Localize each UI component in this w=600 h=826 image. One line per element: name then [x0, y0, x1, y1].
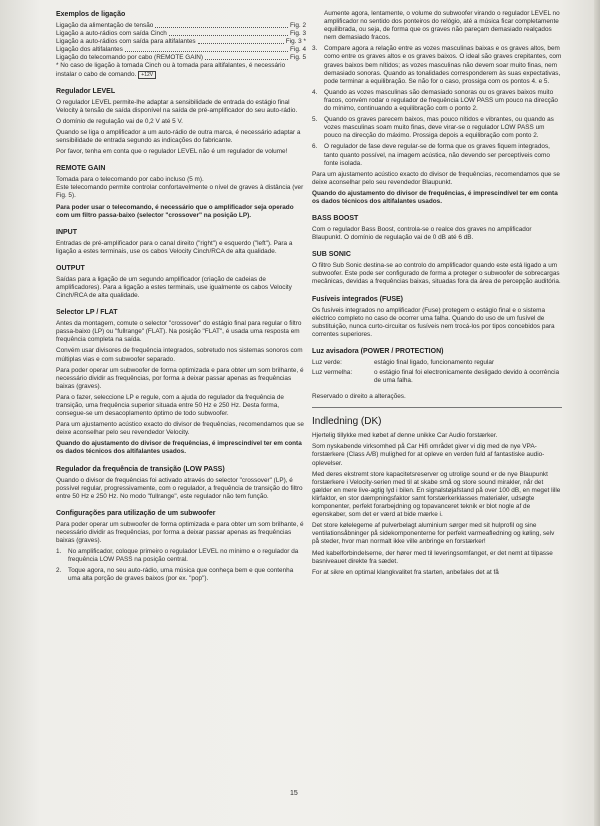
toc-fig: Fig. 3 * — [285, 38, 306, 46]
ligacao-note-text: * No caso de ligação à tomada Cinch ou à tomada para altifalantes, é necessário instalar o cabo de comando. — [56, 62, 286, 78]
list-text: Quando as vozes masculinas são demasiado sonoras ou os graves baixos muito fracos, convém rodar o regulador de frequência LOW PASS um pouco na direcção do mínimo, continuando a equilibração com o ponto 2. — [324, 88, 558, 113]
led-value: estágio final ligado, funcionamento regular — [374, 358, 495, 366]
list-item — [312, 143, 562, 167]
led-value: o estágio final foi electronicamente desligado devido à ocorrência de uma falha. — [374, 369, 560, 385]
dk-p1: Hjertelig tillykke med købet af denne unikke Car Audio forstærker. — [312, 432, 498, 440]
selector-p6: Quando do ajustamento do divisor de frequências, é imprescindível ter em conta os dados técnicos dos altifalantes usados. — [56, 440, 302, 456]
list-item — [312, 89, 562, 113]
toc-fig: Fig. 2 — [290, 22, 306, 29]
list-number: 5. — [312, 116, 318, 124]
heading-lowpass: Regulador da frequência de transição (LOW PASS) — [56, 465, 225, 473]
section-level — [56, 87, 306, 157]
list-number: 4. — [312, 88, 318, 96]
section-input — [56, 228, 306, 256]
selector-p3: Para poder operar um subwoofer de forma optimizada e para obter um som brilhante, é necessário dividir as frequências, por forma a deixar passar apenas as frequências baixas (graves). — [56, 366, 304, 390]
heading-selector: Selector LP / FLAT — [56, 309, 118, 317]
heading-dk: Indledning (DK) — [312, 416, 382, 428]
list-item — [312, 45, 562, 85]
heading-remote: REMOTE GAIN — [56, 165, 106, 173]
toc-dots — [155, 22, 288, 28]
level-p2: O domínio de regulação vai de 0,2 V até 5 V. — [56, 117, 183, 125]
heading-input: INPUT — [56, 228, 77, 236]
dk-p3: Med deres ekstremt store kapacitetsreserver og utrolige sound er de nye Blaupunkt forstærkere i Velocity-serien med til at skabe små og store sound mirakler, når det gælder en mere live-agtig lyd i bilen. En signalstøjafstand på over 100 dB, en meget lille klirfaktor, en stor dæmpningsfaktor samt forstærkerklasses materialer, udsøgte komponenter, perfekt forarbejdning og topavanceret teknik er blot nogle af de egenskaber, som det er værd at bide mærke i. — [312, 470, 561, 519]
selector-p5: Para um ajustamento acústico exacto do divisor de frequências, recomendamos que se deixe aconselhar pelo seu revendedor Velocity. — [56, 421, 304, 437]
ligacao-note — [56, 62, 306, 78]
heading-led: Luz avisadora (POWER / PROTECTION) — [312, 347, 444, 355]
list-text: Quando os graves parecem baixos, mas pouco nítidos e vibrantes, ou quando as vozes masculinas soam muito finas, deve virar-se o regulador LOW PASS um pouco na direcção do máximo. Prossiga depois a equilibração com ponto 2. — [324, 116, 554, 140]
toc-dots — [205, 54, 288, 60]
list-text: Compare agora a relação entre as vozes masculinas baixas e os graves altos, bem como entre os graves altos e os graves baixos. O ideal são graves crepitantes, com graves baixos bem nítidos; as vozes masculinas não devem soar muito finas, nem demasiado sonoras. Quando as tonalidades corresponderem às suas expectativas, pode terminar a equilibração. Se não for o caso, prossiga com os pontos 4. e 5. — [324, 45, 562, 85]
section-lowpass — [56, 465, 306, 501]
sub-p1: O filtro Sub Sonic destina-se ao controlo do amplificador quando este está ligado a um subwoofer. Este pode ser configurado de forma a proteger o subwoofer de sobrecargas mecânicas, devidas a frequências baixas, situadas fora da área de percepção auditória. — [312, 262, 561, 286]
remote-cable-icon: +12V — [138, 71, 156, 79]
toc-fig: Fig. 3 — [290, 30, 306, 38]
section-ligacao — [56, 10, 306, 79]
section-config — [56, 509, 306, 584]
heading-config: Configurações para utilização de um subwoofer — [56, 509, 216, 517]
toc-row — [56, 38, 306, 46]
lowpass-p1: Quando o divisor de frequências foi activado através do selector "crossover" (LP), é possível regular, progressivamente, com o regulador, a frequência de transição do filtro entre 50 Hz e 250 Hz. No modo "fullrange", este regulador não tem função. — [56, 476, 303, 500]
section-selector — [56, 308, 306, 456]
led-row — [312, 369, 562, 385]
output-p1: Saídas para a ligação de um segundo amplificador (criação de cadeias de amplificadores). Para a ligação a estes terminais, use igualmente os cabos Velocity Cinch/RCA de alta qualidade. — [56, 275, 292, 300]
heading-output: OUTPUT — [56, 264, 85, 272]
config-p1: Para poder operar um subwoofer de forma optimizada e para obter um som brilhante, é necessário dividir as frequências, por forma a deixar passar apenas as frequências baixas (graves). — [56, 520, 304, 545]
heading-bass: BASS BOOST — [312, 215, 359, 223]
level-p3: Quando se liga o amplificador a um auto-rádio de outra marca, é necessário adaptar a sensibilidade de entrada segundo as indicações do fabricante. — [56, 128, 301, 145]
section-led — [312, 347, 562, 385]
toc-row — [56, 54, 306, 62]
toc-text: Ligação dos altifalantes — [56, 46, 123, 54]
list-item — [56, 548, 306, 564]
list-text: O regulador de fase deve regular-se de forma que os graves fiquem integrados, tanto quanto possível, na imagem acústica, não devendo ser perceptíveis como fonte isolada. — [324, 143, 550, 167]
steps-continued — [312, 45, 562, 167]
selector-p4: Para o fazer, seleccione LP e regule, com a ajuda do regulador da frequência de transição, uma frequência superior situada entre 50 Hz e 250 Hz. Desta forma, consegue-se um desacoplamento óptimo de todo subwoofer. — [56, 393, 284, 418]
list-number: 6. — [312, 143, 318, 151]
led-key: Luz vermelha: — [312, 369, 353, 376]
heading-fuse: Fusíveis integrados (FUSE) — [312, 295, 404, 303]
list-number: 3. — [312, 45, 318, 53]
reserved-note: Reservado o direito a alterações. — [312, 393, 406, 401]
toc-text: Ligação do telecomando por cabo (REMOTE GAIN) — [56, 54, 204, 62]
input-p1: Entradas de pré-amplificador para o canal direito ("right") e esquerdo ("left"). Para a ligação a estes terminais, use os cabos Velocity Cinch/RCA de alta qualidade. — [56, 239, 293, 255]
fuse-p1: Os fusíveis integrados no amplificador (Fuse) protegem o estágio final e o sistema eléctrico completo no caso de ocorrer uma falha. Quando do uso de um fusível de substituição, nunca curto-circuitar os fusíveis nem trocá-los por tipos concebidos para correntes superiores. — [312, 306, 555, 338]
advice-text: Para um ajustamento acústico exacto do divisor de frequências, recomendamos que se deixe aconselhar pelo seu revendedor Blaupunkt. — [312, 170, 560, 186]
selector-p1: Antes da montagem, comute o selector "crossover" do estágio final para regular o filtro passa-baixo (LP) ou "fullrange" (FLAT). Na posição "FLAT", é usada uma resposta em frequência completa na saída. — [56, 320, 302, 344]
section-bass — [312, 214, 562, 242]
level-p1: O regulador LEVEL permite-lhe adaptar a sensibilidade de entrada do estágio final Velocity à tensão de saída disponível na saída de pré-amplificador do seu auto-rádio. — [56, 98, 298, 114]
right-column — [312, 10, 562, 580]
toc-fig: Fig. 4 — [290, 46, 306, 54]
bass-p1: Com o regulador Bass Boost, controla-se o realce dos graves no amplificador Blaupunkt. O domínio de regulação vai de 0 dB até 6 dB. — [312, 226, 532, 242]
toc-dots — [169, 30, 288, 36]
toc-text: Ligação da alimentação de tensão — [56, 22, 154, 29]
list-text: No amplificador, coloque primeiro o regulador LEVEL no mínimo e o regulador da frequência LOW PASS na posição central. — [68, 548, 299, 564]
section-output — [56, 264, 306, 300]
page-number: 15 — [290, 790, 298, 797]
toc-text: Ligação a auto-rádios com saída Cinch — [56, 30, 167, 38]
remote-p3: Para poder usar o telecomando, é necessário que o amplificador seja operado com um filtro passa-baixo (selector "crossover" na posição LP). — [56, 203, 294, 219]
dk-p6: For at sikre en optimal klangkvalitet fra starten, anbefales det at få — [312, 568, 499, 576]
section-remote — [56, 164, 306, 219]
heading-level: Regulador LEVEL — [56, 87, 116, 95]
dk-p2: Som nyskabende virksomhed på Car Hifi området giver vi dig med de nye VPA-forstærkere (Class A/B) mulighed for at opleve en verden fuld af fantastiske audio-oplevelser. — [312, 443, 545, 467]
remote-p2: Este telecomando permite controlar confortavelmente o nível de graves à distância (ver Fig. 5). — [56, 184, 304, 200]
toc-fig: Fig. 5 — [290, 54, 306, 62]
list-number: 1. — [56, 548, 62, 556]
list-item — [312, 116, 562, 140]
toc-row — [56, 46, 306, 54]
toc-row — [56, 22, 306, 30]
page-edge — [594, 0, 600, 826]
left-column — [56, 10, 306, 592]
dk-p4: Det store kølelegeme af pulverbelagt aluminium sørger med sit hulprofil og sine ventilationsåbninger på sidekomponenterne for perfekt varmeafledning og køling, selv på steder, hvor man normalt ikke ville anbringe en forstærker! — [312, 522, 555, 546]
continued-text: Aumente agora, lentamente, o volume do subwoofer virando o regulador LEVEL no amplificador no sentido dos ponteiros do relógio, até a música ficar completamente equilibrada, ou seja, de forma que os graves não pareçam demasiado realçados nem demasiado fracos. — [324, 10, 560, 42]
dk-p5: Med kabelforbindelserne, der hører med til leveringsomfanget, er det nemt at tilpasse basniveauet direkte fra sædet. — [312, 549, 553, 565]
section-sub — [312, 250, 562, 286]
toc-dots — [125, 46, 288, 52]
heading-sub: SUB SONIC — [312, 251, 351, 259]
heading-ligacao: Exemplos de ligação — [56, 11, 126, 18]
led-key: Luz verde: — [312, 358, 342, 366]
level-p4: Por favor, tenha em conta que o regulador LEVEL não é um regulador de volume! — [56, 148, 288, 156]
toc-row — [56, 30, 306, 38]
section-fuse — [312, 295, 562, 339]
list-item — [56, 567, 306, 583]
divider — [312, 407, 562, 408]
selector-p2: Convém usar divisores de frequência integrados, sobretudo nos sistemas sonoros com múltiplas vias e com subwoofer separado. — [56, 347, 303, 363]
remote-p1: Tomada para o telecomando por cabo incluso (5 m). — [56, 176, 204, 184]
toc-dots — [198, 38, 284, 44]
toc-text: Ligação a auto-rádios com saída para altifalantes — [56, 38, 196, 46]
section-dk — [312, 416, 562, 577]
advice-bold: Quando do ajustamento do divisor de frequências, é imprescindível ter em conta os dados técnicos dos altifalantes usados. — [312, 189, 558, 205]
list-text: Toque agora, no seu auto-rádio, uma música que conheça bem e que contenha uma alta porção de graves baixos (por ex. "pop"). — [68, 567, 294, 583]
list-number: 2. — [56, 567, 62, 575]
led-row — [312, 359, 562, 367]
config-steps — [56, 548, 306, 583]
